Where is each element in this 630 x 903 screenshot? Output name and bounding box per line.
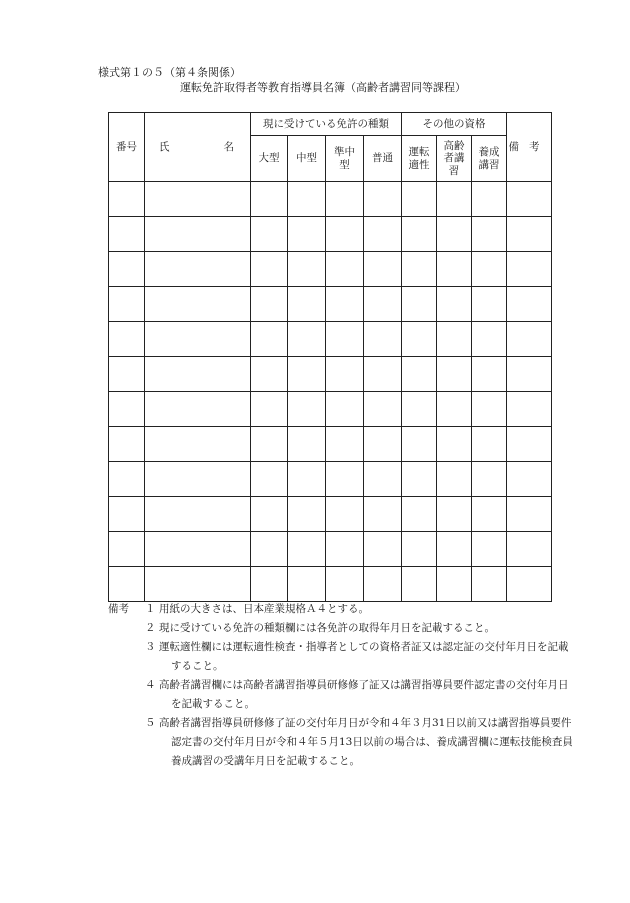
notes: [108, 600, 578, 771]
table-cell[interactable]: [109, 252, 145, 287]
table-cell[interactable]: [402, 357, 437, 392]
table-cell[interactable]: [251, 462, 288, 497]
table-row: [109, 182, 552, 217]
table-cell[interactable]: [402, 217, 437, 252]
table-cell[interactable]: [507, 322, 552, 357]
table-cell[interactable]: [437, 287, 472, 322]
table-cell[interactable]: [326, 252, 364, 287]
table-cell[interactable]: [109, 567, 145, 602]
table-cell[interactable]: [437, 427, 472, 462]
table-cell[interactable]: [364, 392, 402, 427]
note-text: 高齢者講習欄には高齢者講習指導員研修修了証又は講習指導員要件認定書の交付年月日を記載すること。: [159, 679, 569, 710]
note-text: 高齢者講習指導員研修修了証の交付年月日が令和４年３月31日以前又は講習指導員要件認定書の交付年月日が令和４年５月13日以前の場合は、養成講習欄に運転技能検査員養成講習の受講年月日を記載すること。: [159, 717, 573, 767]
table-cell[interactable]: [507, 182, 552, 217]
table-cell[interactable]: [288, 287, 326, 322]
table-cell[interactable]: [288, 392, 326, 427]
table-cell[interactable]: [472, 427, 507, 462]
header-license-medium: 中型: [288, 136, 326, 182]
table-cell[interactable]: [251, 217, 288, 252]
table-cell[interactable]: [402, 392, 437, 427]
table-cell[interactable]: [437, 532, 472, 567]
form-number: 様式第１の５（第４条関係）: [98, 66, 241, 79]
table-row: [109, 462, 552, 497]
header-name: [145, 113, 251, 182]
table-cell[interactable]: [326, 287, 364, 322]
table-row: [109, 357, 552, 392]
table-cell[interactable]: [251, 567, 288, 602]
table-cell[interactable]: [326, 427, 364, 462]
table-cell[interactable]: [145, 392, 251, 427]
table-cell[interactable]: [109, 392, 145, 427]
table-cell[interactable]: [402, 497, 437, 532]
table-cell[interactable]: [472, 532, 507, 567]
table-cell[interactable]: [472, 217, 507, 252]
table-row: [109, 322, 552, 357]
table-cell[interactable]: [507, 532, 552, 567]
table-cell[interactable]: [145, 252, 251, 287]
table-cell[interactable]: [364, 497, 402, 532]
table-cell[interactable]: [437, 567, 472, 602]
table-cell[interactable]: [364, 182, 402, 217]
table-cell[interactable]: [109, 322, 145, 357]
table-cell[interactable]: [437, 252, 472, 287]
table-row: [109, 217, 552, 252]
note-text: 現に受けている免許の種類欄には各免許の取得年月日を記載すること。: [159, 622, 495, 634]
note-number: ３: [145, 641, 156, 653]
table-cell[interactable]: [507, 392, 552, 427]
table-cell[interactable]: [364, 287, 402, 322]
table-cell[interactable]: [437, 392, 472, 427]
table-cell[interactable]: [251, 427, 288, 462]
header-license-group: 現に受けている免許の種類: [251, 113, 402, 136]
header-name-first-char: 氏: [159, 140, 170, 153]
table-cell[interactable]: [507, 462, 552, 497]
note-number: ５: [145, 717, 156, 729]
table-cell[interactable]: [364, 427, 402, 462]
header-other-elderly: 高齢者講習: [437, 136, 472, 182]
table-cell[interactable]: [402, 322, 437, 357]
table-cell[interactable]: [364, 462, 402, 497]
table-cell[interactable]: [288, 567, 326, 602]
table-cell[interactable]: [145, 357, 251, 392]
table-cell[interactable]: [326, 217, 364, 252]
table-cell[interactable]: [288, 217, 326, 252]
table-cell[interactable]: [145, 532, 251, 567]
table-cell[interactable]: [251, 497, 288, 532]
table-cell[interactable]: [326, 497, 364, 532]
table-cell[interactable]: [288, 532, 326, 567]
table-cell[interactable]: [251, 287, 288, 322]
table-cell[interactable]: [288, 182, 326, 217]
header-name-second-char: 名: [223, 140, 234, 153]
table-cell[interactable]: [145, 462, 251, 497]
table-cell[interactable]: [288, 497, 326, 532]
roster-table: [108, 112, 552, 602]
table-cell[interactable]: [364, 322, 402, 357]
table-cell[interactable]: [402, 252, 437, 287]
table-cell[interactable]: [402, 532, 437, 567]
note-number: １: [145, 603, 156, 615]
header-license-ordinary: 普通: [364, 136, 402, 182]
table-cell[interactable]: [251, 252, 288, 287]
table-cell[interactable]: [437, 182, 472, 217]
table-cell[interactable]: [472, 252, 507, 287]
table-cell[interactable]: [364, 252, 402, 287]
table-row: [109, 427, 552, 462]
table-cell[interactable]: [145, 567, 251, 602]
note-text: 運転適性欄には運転適性検査・指導者としての資格者証又は認定証の交付年月日を記載すること。: [159, 641, 569, 672]
notes-label: 備考: [108, 603, 129, 615]
table-cell[interactable]: [326, 462, 364, 497]
table-cell[interactable]: [288, 462, 326, 497]
table-cell[interactable]: [402, 462, 437, 497]
table-cell[interactable]: [288, 322, 326, 357]
table-row: [109, 287, 552, 322]
table-cell[interactable]: [326, 567, 364, 602]
table-row: [109, 532, 552, 567]
note-item: [108, 714, 578, 771]
table-cell[interactable]: [145, 497, 251, 532]
table-cell[interactable]: [145, 427, 251, 462]
note-item: [108, 676, 578, 714]
table-cell[interactable]: [472, 182, 507, 217]
header-license-large: 大型: [251, 136, 288, 182]
table-cell[interactable]: [507, 217, 552, 252]
table-cell[interactable]: [109, 427, 145, 462]
table-cell[interactable]: [437, 462, 472, 497]
note-number: ２: [145, 622, 156, 634]
table-cell[interactable]: [251, 182, 288, 217]
header-number: 番号: [109, 113, 145, 182]
table-cell[interactable]: [109, 462, 145, 497]
table-cell[interactable]: [507, 357, 552, 392]
table-cell[interactable]: [326, 532, 364, 567]
table-cell[interactable]: [109, 287, 145, 322]
table-cell[interactable]: [109, 497, 145, 532]
table-cell[interactable]: [507, 497, 552, 532]
header-other-training: 養成講習: [472, 136, 507, 182]
table-cell[interactable]: [364, 567, 402, 602]
table-cell[interactable]: [437, 497, 472, 532]
table-cell[interactable]: [109, 357, 145, 392]
table-cell[interactable]: [472, 287, 507, 322]
table-cell[interactable]: [288, 252, 326, 287]
table-cell[interactable]: [402, 567, 437, 602]
table-cell[interactable]: [402, 182, 437, 217]
table-cell[interactable]: [472, 322, 507, 357]
table-cell[interactable]: [109, 532, 145, 567]
table-cell[interactable]: [364, 217, 402, 252]
table-cell[interactable]: [437, 322, 472, 357]
table-cell[interactable]: [326, 392, 364, 427]
table-cell[interactable]: [288, 427, 326, 462]
table-cell[interactable]: [402, 427, 437, 462]
table-cell[interactable]: [145, 182, 251, 217]
form-title: 運転免許取得者等教育指導員名簿（高齢者講習同等課程）: [180, 81, 466, 94]
table-row: [109, 392, 552, 427]
table-row: [109, 497, 552, 532]
table-cell[interactable]: [145, 287, 251, 322]
table-cell[interactable]: [472, 392, 507, 427]
table-cell[interactable]: [109, 217, 145, 252]
table-cell[interactable]: [364, 357, 402, 392]
table-cell[interactable]: [251, 322, 288, 357]
table-cell[interactable]: [251, 357, 288, 392]
table-cell[interactable]: [507, 252, 552, 287]
table-cell[interactable]: [472, 497, 507, 532]
note-item: [108, 638, 578, 676]
note-item: [108, 619, 578, 638]
table-row: [109, 567, 552, 602]
table-cell[interactable]: [437, 357, 472, 392]
table-cell[interactable]: [472, 567, 507, 602]
note-item: [108, 600, 578, 619]
header-other-group: その他の資格: [402, 113, 507, 136]
note-number: ４: [145, 679, 156, 691]
table-cell[interactable]: [402, 287, 437, 322]
table-cell[interactable]: [288, 357, 326, 392]
table-cell[interactable]: [326, 182, 364, 217]
table-cell[interactable]: [145, 322, 251, 357]
table-cell[interactable]: [326, 322, 364, 357]
table-cell[interactable]: [145, 217, 251, 252]
table-cell[interactable]: [251, 392, 288, 427]
header-other-aptitude: 運転適性: [402, 136, 437, 182]
table-cell[interactable]: [472, 357, 507, 392]
roster-body: [109, 182, 552, 602]
table-cell[interactable]: [507, 567, 552, 602]
table-cell[interactable]: [437, 217, 472, 252]
table-cell[interactable]: [109, 182, 145, 217]
table-cell[interactable]: [472, 462, 507, 497]
notes-list: [108, 600, 578, 771]
table-cell[interactable]: [251, 532, 288, 567]
table-cell[interactable]: [326, 357, 364, 392]
header-remarks: 備考: [507, 113, 552, 182]
table-cell[interactable]: [507, 287, 552, 322]
table-cell[interactable]: [507, 427, 552, 462]
table-cell[interactable]: [364, 532, 402, 567]
header-license-semi-medium: 準中型: [326, 136, 364, 182]
table-row: [109, 252, 552, 287]
note-text: 用紙の大きさは、日本産業規格Ａ４とする。: [159, 603, 369, 615]
